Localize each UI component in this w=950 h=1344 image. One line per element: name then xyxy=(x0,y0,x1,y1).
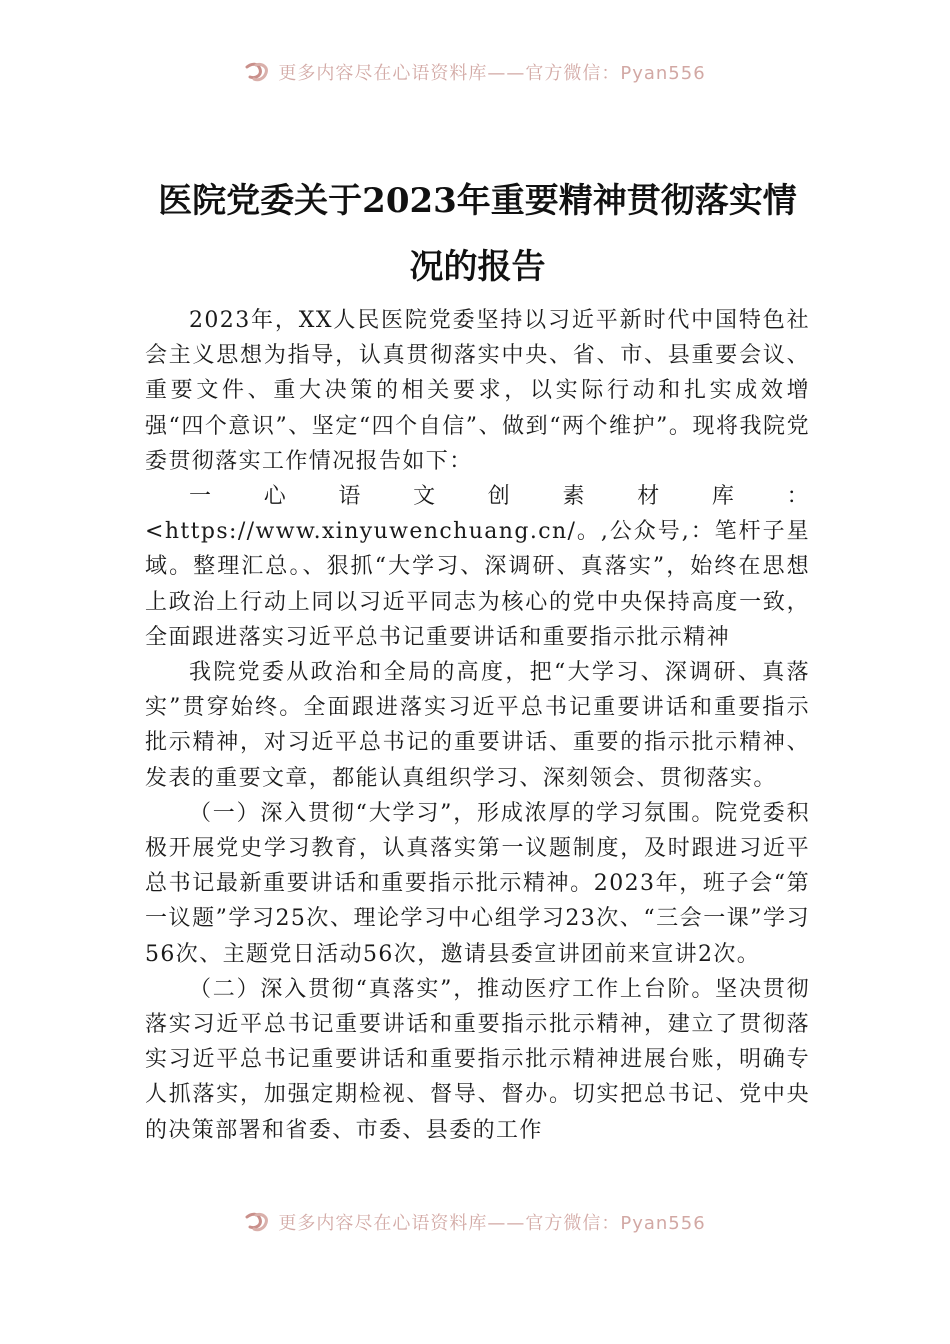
paragraph-intro: 2023年，XX人民医院党委坚持以习近平新时代中国特色社会主义思想为指导，认真贯彻落实中央、省、市、县重要会议、重要文件、重大决策的相关要求，以实际行动和扎实成效增强“四个意识”、坚定“四个自信”、做到“两个维护”。现将我院党委贯彻落实工作情况报告如下： xyxy=(145,308,810,474)
paragraph-item-one: （一）深入贯彻“大学习”，形成浓厚的学习氛围。院党委积极开展党史学习教育，认真落实第一议题制度，及时跟进习近平总书记最新重要讲话和重要指示批示精神。2023年，班子会“第一议题”学习25次、理论学习中心组学习23次、“三会一课”学习56次、主题党日活动56次，邀请县委宣讲团前来宣讲2次。 xyxy=(145,800,810,967)
watermark-text: 更多内容尽在心语资料库——官方微信：Pyan556 xyxy=(278,1213,706,1234)
paragraph-section-one-body: 我院党委从政治和全局的高度，把“大学习、深调研、真落实”贯穿始终。全面跟进落实习近平总书记重要讲话和重要指示批示精神，对习近平总书记的重要讲话、重要的指示批示精神、发表的重要文章，都能认真组织学习、深刻领会、贯彻落实。 xyxy=(145,660,810,791)
document-body xyxy=(145,303,810,1148)
paragraph-section-one: 一心语文创素材库：<https://www.xinyuwenchuang.cn/。,公众号,：笔杆子星域。整理汇总。、狠抓“大学习、深调研、真落实”，始终在思想上政治上行动上同以习近平同志为核心的党中央保持高度一致，全面跟进落实习近平总书记重要讲话和重要指示批示精神 xyxy=(145,484,810,650)
paragraph-item-two: （二）深入贯彻“真落实”，推动医疗工作上台阶。坚决贯彻落实习近平总书记重要讲话和重要指示批示精神，建立了贯彻落实习近平总书记重要讲话和重要指示批示精神进展台账，明确专人抓落实，加强定期检视、督导、督办。切实把总书记、党中央的决策部署和省委、市委、县委的工作 xyxy=(145,976,810,1143)
watermark-header xyxy=(0,58,950,86)
brand-logo-icon xyxy=(244,61,270,83)
watermark-text: 更多内容尽在心语资料库——官方微信：Pyan556 xyxy=(278,63,706,84)
watermark-footer xyxy=(0,1208,950,1236)
brand-logo-icon xyxy=(244,1211,270,1233)
document-title: 医院党委关于2023年重要精神贯彻落实情况的报告 xyxy=(158,181,797,287)
